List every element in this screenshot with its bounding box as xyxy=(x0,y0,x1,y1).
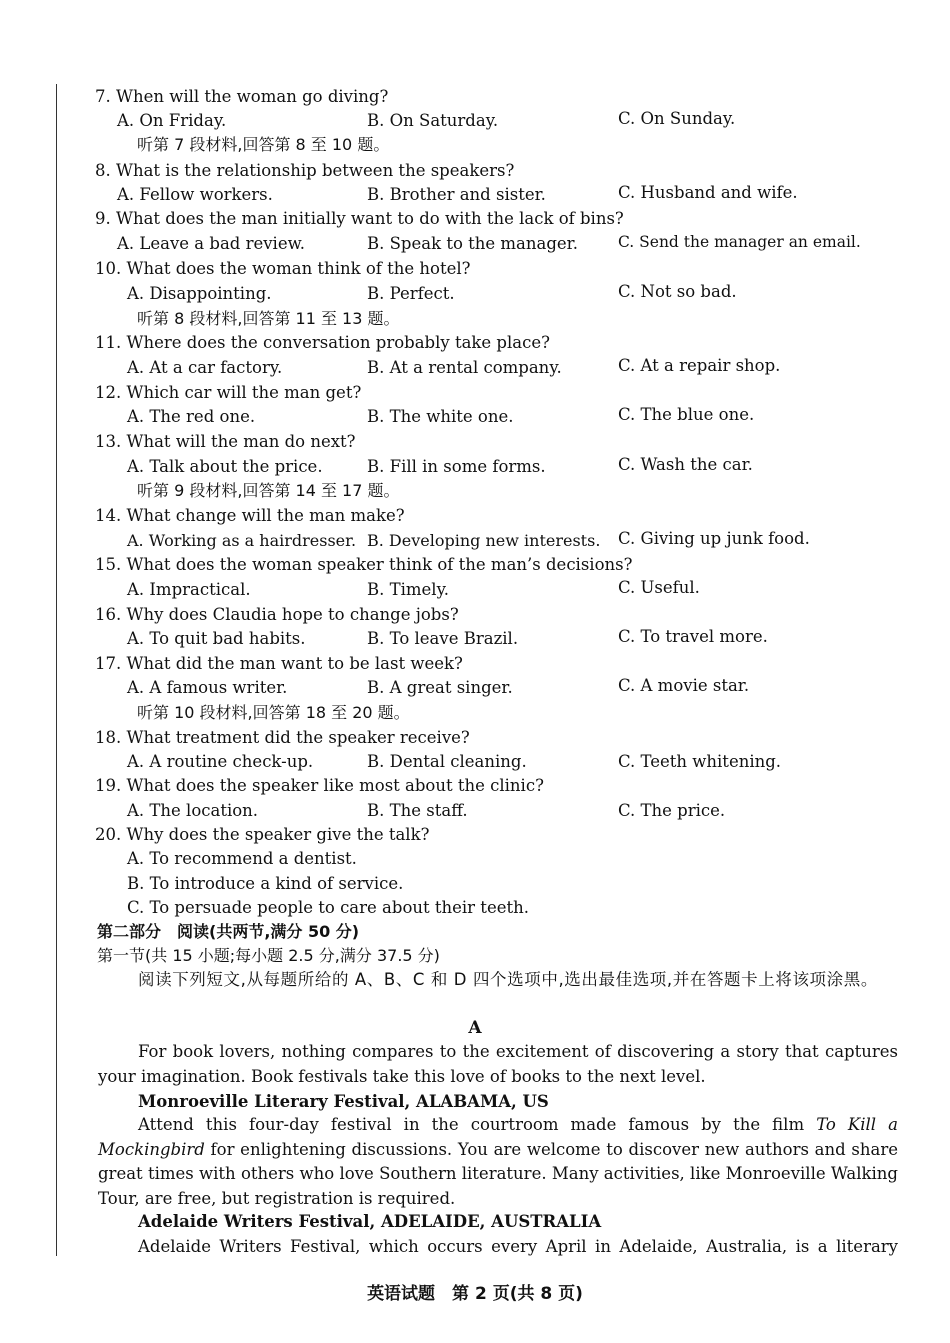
section-title: 第一节(共 15 小题;每小题 2.5 分,满分 37.5 分) xyxy=(97,946,440,965)
option-a: A. At a car factory. xyxy=(127,358,283,377)
festival-description: Adelaide Writers Festival, which occurs every April in Adelaide, Australia, is a literary xyxy=(138,1237,898,1256)
festival-title: Monroeville Literary Festival, ALABAMA, US xyxy=(138,1092,549,1111)
passage-label: A xyxy=(468,1018,482,1038)
option-c: C. The blue one. xyxy=(618,405,755,424)
option-a: A. The location. xyxy=(127,801,259,820)
option-a: A. A famous writer. xyxy=(127,678,288,697)
section-instruction: 听第 8 段材料,回答第 11 至 13 题。 xyxy=(137,309,400,328)
section-instruction: 听第 9 段材料,回答第 14 至 17 题。 xyxy=(137,481,400,500)
option-b: B. To introduce a kind of service. xyxy=(127,874,404,893)
option-c: C. The price. xyxy=(618,801,726,820)
option-b: B. At a rental company. xyxy=(367,358,562,377)
option-c: C. To persuade people to care about their teeth. xyxy=(127,898,529,917)
option-a: A. Fellow workers. xyxy=(117,185,273,204)
question-stem: 9. What does the man initially want to do with the lack of bins? xyxy=(95,209,624,228)
option-a: A. To recommend a dentist. xyxy=(127,849,357,868)
option-c: C. Husband and wife. xyxy=(618,183,798,202)
option-b: B. The staff. xyxy=(367,801,468,820)
option-b: B. Timely. xyxy=(367,580,449,599)
festival-title: Adelaide Writers Festival, ADELAIDE, AUSTRALIA xyxy=(138,1212,602,1231)
passage-intro: For book lovers, nothing compares to the excitement of discovering a story that captures your imagination. Book festivals take this love of books to the next level. xyxy=(98,1042,898,1086)
option-c: C. Not so bad. xyxy=(618,282,737,301)
option-a: A. Working as a hairdresser. xyxy=(127,531,357,550)
option-b: B. On Saturday. xyxy=(367,111,499,130)
option-b: B. Perfect. xyxy=(367,284,455,303)
option-a: A. On Friday. xyxy=(117,111,227,130)
question-stem: 18. What treatment did the speaker receive? xyxy=(95,728,470,747)
option-c: C. Send the manager an email. xyxy=(618,233,861,251)
question-stem: 20. Why does the speaker give the talk? xyxy=(95,825,430,844)
option-c: C. Wash the car. xyxy=(618,455,753,474)
option-a: A. Leave a bad review. xyxy=(117,234,306,253)
option-b: B. Speak to the manager. xyxy=(367,234,578,253)
question-stem: 14. What change will the man make? xyxy=(95,506,405,525)
option-c: C. At a repair shop. xyxy=(618,356,781,375)
option-a: A. To quit bad habits. xyxy=(127,629,306,648)
question-stem: 10. What does the woman think of the hotel? xyxy=(95,259,471,278)
option-c: C. Useful. xyxy=(618,578,700,597)
option-a: A. A routine check-up. xyxy=(127,752,314,771)
question-stem: 13. What will the man do next? xyxy=(95,432,356,451)
page-footer: 英语试题 第 2 页(共 8 页) xyxy=(367,1284,583,1304)
option-a: A. Disappointing. xyxy=(127,284,272,303)
option-b: B. The white one. xyxy=(367,407,514,426)
festival-description xyxy=(98,1113,898,1211)
question-stem: 19. What does the speaker like most about the clinic? xyxy=(95,776,544,795)
option-a: A. Impractical. xyxy=(127,580,251,599)
festival-text-post: for enlightening discussions. You are welcome to discover new authors and share great times with others who love Southern literature. Many activities, like Monroeville Walking Tour, are free, but registration is required. xyxy=(98,1139,898,1208)
question-stem: 16. Why does Claudia hope to change jobs? xyxy=(95,605,459,624)
option-a: A. Talk about the price. xyxy=(127,457,323,476)
option-c: C. Giving up junk food. xyxy=(618,529,810,548)
reading-directions: 阅读下列短文,从每题所给的 A、B、C 和 D 四个选项中,选出最佳选项,并在答题卡上将该项涂黑。 xyxy=(138,970,878,989)
option-b: B. Fill in some forms. xyxy=(367,457,546,476)
option-c: C. To travel more. xyxy=(618,627,768,646)
film-title: To Kill a Mockingbird xyxy=(98,1115,898,1159)
binding-margin-line xyxy=(56,84,57,1256)
option-c: C. On Sunday. xyxy=(618,109,736,128)
option-b: B. A great singer. xyxy=(367,678,513,697)
section-instruction: 听第 10 段材料,回答第 18 至 20 题。 xyxy=(137,703,410,722)
option-a: A. The red one. xyxy=(127,407,256,426)
option-b: B. Brother and sister. xyxy=(367,185,546,204)
option-c: C. A movie star. xyxy=(618,676,750,695)
question-stem: 11. Where does the conversation probably take place? xyxy=(95,333,550,352)
question-stem: 15. What does the woman speaker think of the man’s decisions? xyxy=(95,555,633,574)
festival-text-pre: Attend this four-day festival in the courtroom made famous by the film xyxy=(138,1115,817,1134)
option-b: B. Dental cleaning. xyxy=(367,752,527,771)
option-c: C. Teeth whitening. xyxy=(618,752,782,771)
question-stem: 12. Which car will the man get? xyxy=(95,383,362,402)
question-stem: 17. What did the man want to be last week? xyxy=(95,654,463,673)
section-instruction: 听第 7 段材料,回答第 8 至 10 题。 xyxy=(137,135,390,154)
part-title: 第二部分 阅读(共两节,满分 50 分) xyxy=(97,922,360,941)
question-stem: 8. What is the relationship between the speakers? xyxy=(95,161,515,180)
option-b: B. To leave Brazil. xyxy=(367,629,519,648)
question-stem: 7. When will the woman go diving? xyxy=(95,87,389,106)
option-b: B. Developing new interests. xyxy=(367,531,601,550)
